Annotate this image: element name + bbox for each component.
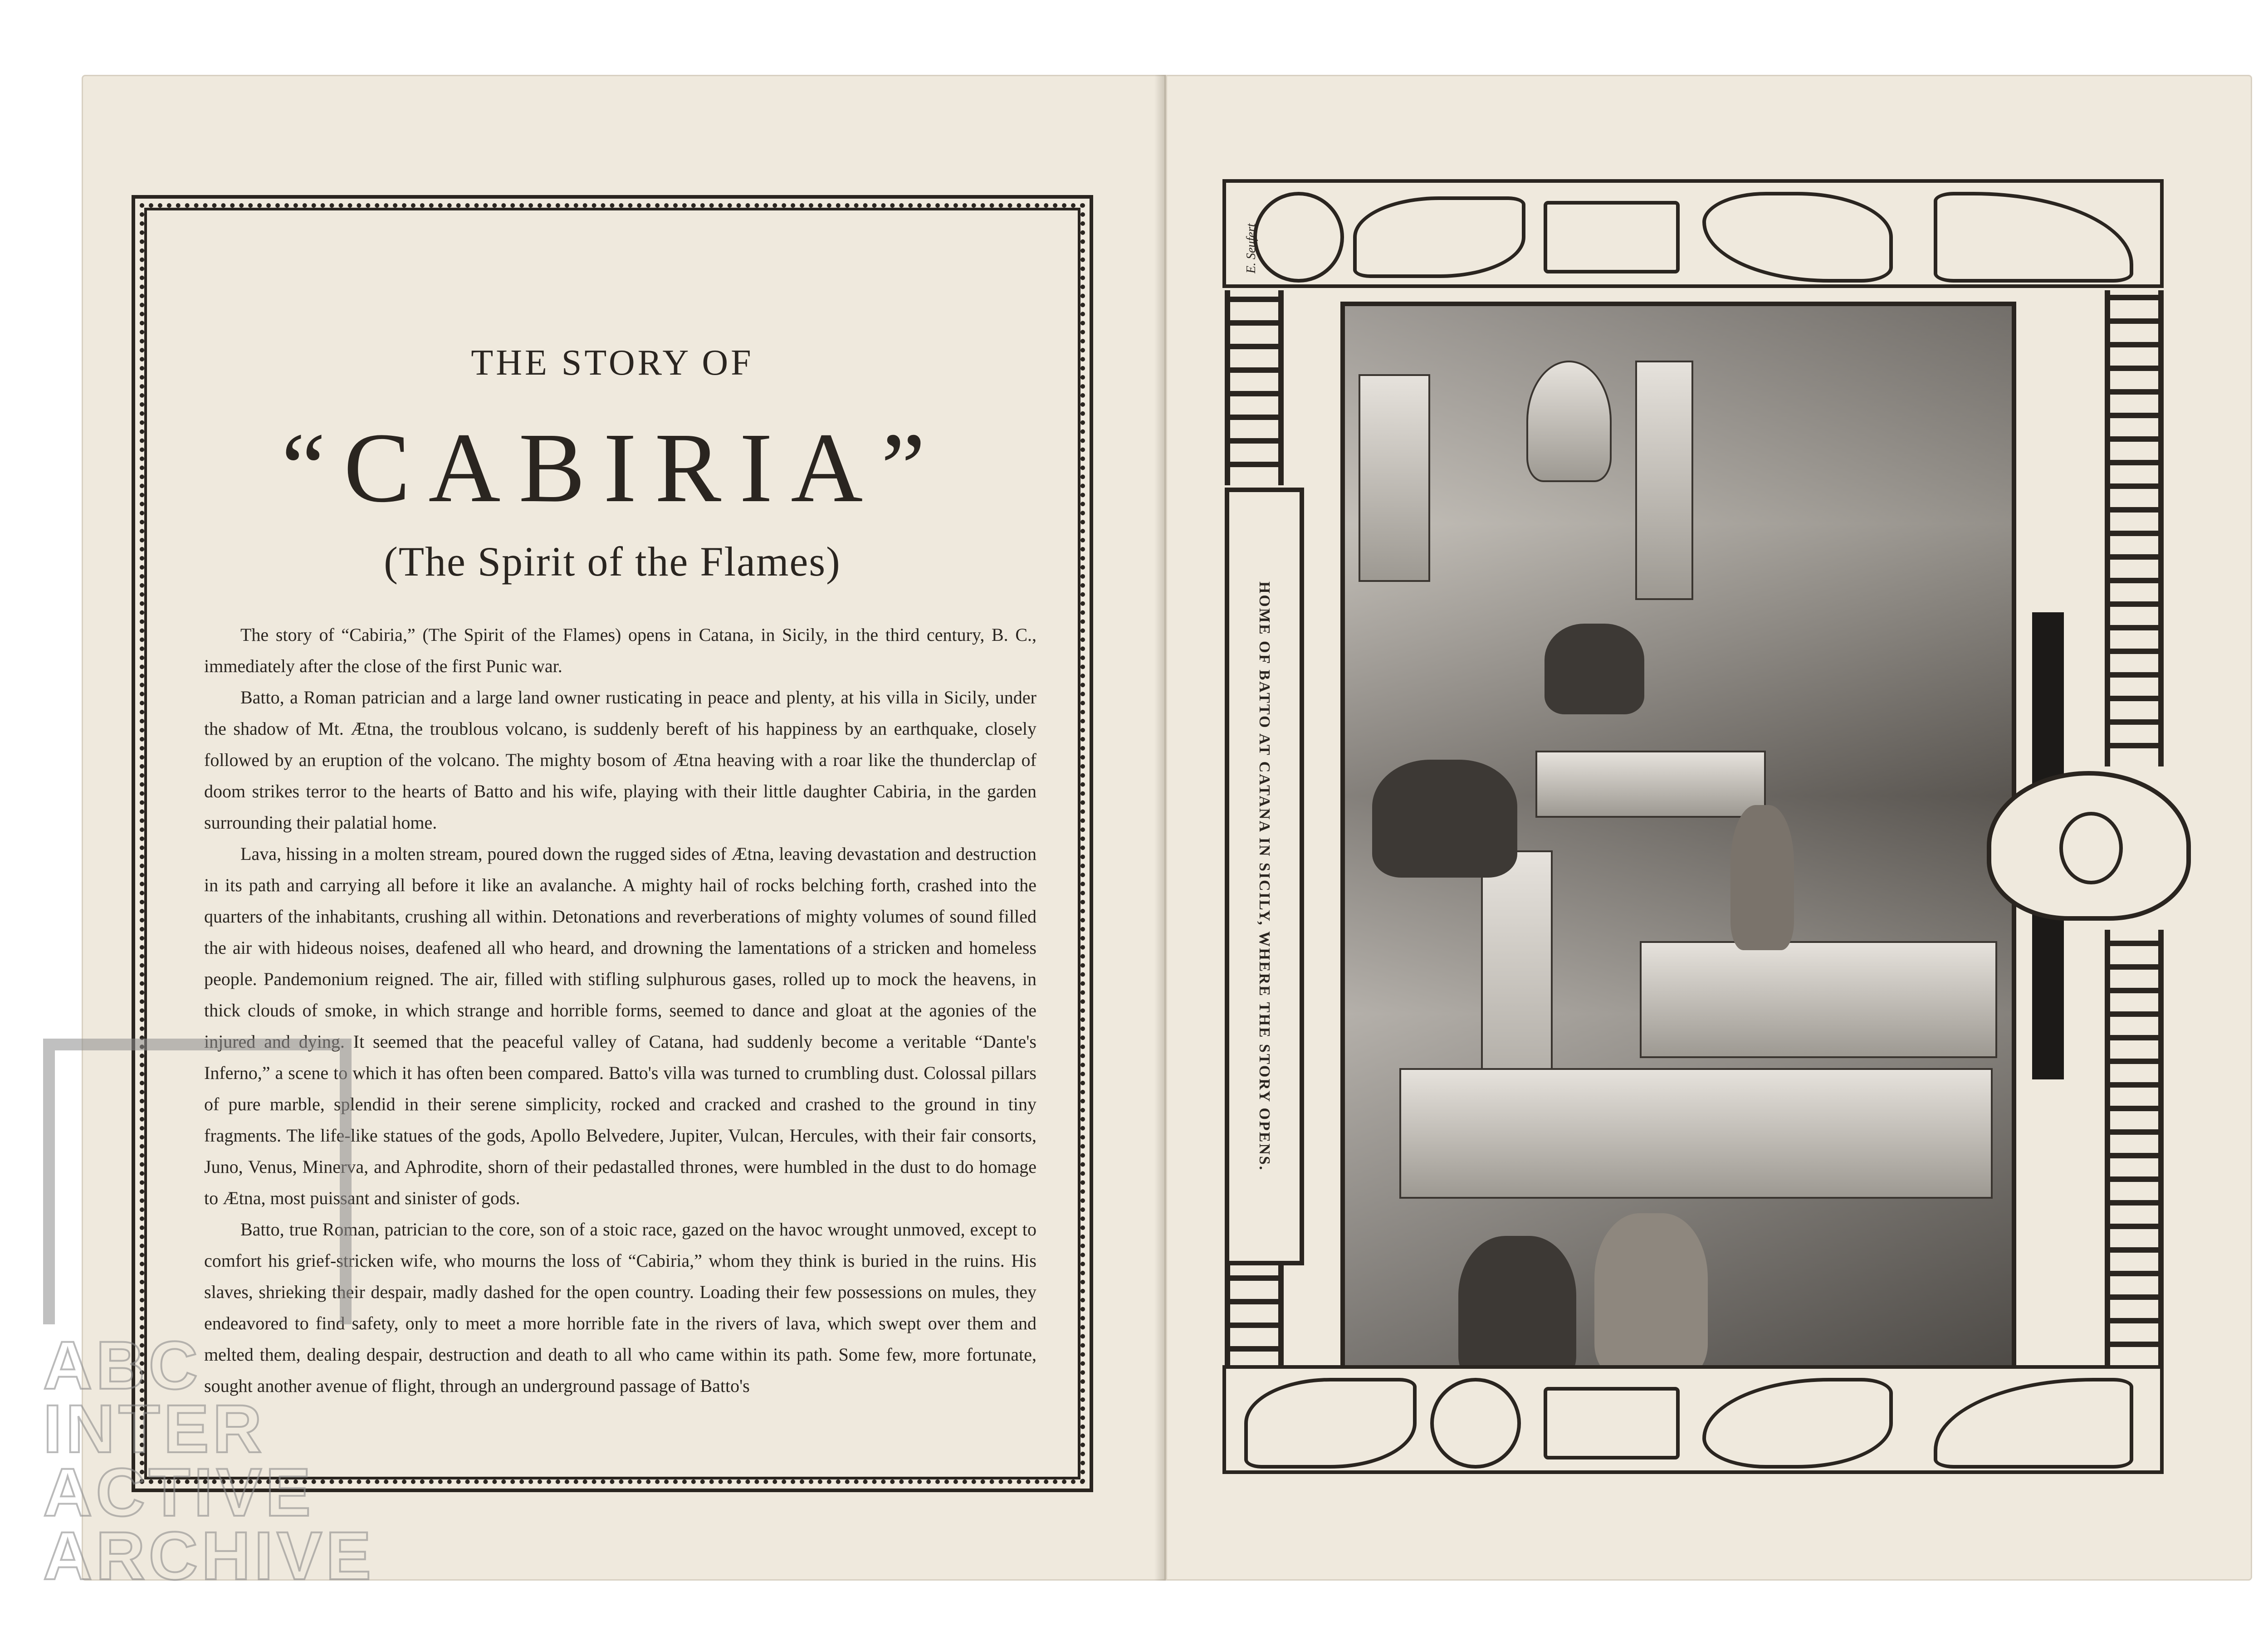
- urn: [1526, 361, 1612, 482]
- figure: [1458, 1236, 1576, 1386]
- dragon-head-icon: [1702, 192, 1893, 283]
- figure: [1730, 805, 1794, 950]
- top-ornament-band: [1222, 179, 2164, 288]
- wing-icon: [1934, 192, 2133, 283]
- ribbon-ornament-icon: [1544, 201, 1680, 273]
- artist-signature: E. Seufert: [1244, 223, 1258, 273]
- title-subtitle: (The Spirit of the Flames): [384, 538, 841, 585]
- column: [1359, 374, 1430, 582]
- winged-ornament-icon: [1353, 196, 1525, 278]
- column: [1635, 361, 1693, 600]
- watermark-line: INTER: [43, 1391, 265, 1467]
- bottom-ornament-band: [1222, 1365, 2164, 1474]
- column: [1535, 751, 1766, 818]
- archive-watermark: [43, 1039, 375, 1596]
- photo-caption: HOME OF BATTO AT CATANA IN SICILY, WHERE THE STORY OPENS.: [1256, 581, 1273, 1171]
- lotus-icon: [1253, 192, 1344, 283]
- watermark-line: ABC: [43, 1327, 201, 1403]
- watermark-logo-icon: [43, 1039, 352, 1324]
- fallen-column: [1399, 1068, 1993, 1199]
- lotus-icon: [1430, 1378, 1521, 1469]
- villa-photograph: [1340, 302, 2016, 1399]
- wing-icon: [1934, 1378, 2133, 1469]
- paragraph: Batto, true Roman, patrician to the core, son of a stoic race, gazed on the havoc wrought unmoved, except to comfort his grief-stricken wife, who mourns the loss of “Cabiria,” whom they think is buried in the ruins. His slaves, shrieking their despair, madly dashed for the open country. Loading their few possessions on mules, they endeavored to find safety, only to meet a more horrible fate in the rivers of lava, which swept over them and melted them, dealing despair, destruction and death to all who came within its path. Some few, more fortunate, sought another avenue of flight, through an underground passage of Batto's: [204, 1219, 1036, 1396]
- paragraph: Lava, hissing in a molten stream, poured down the rugged sides of Ætna, leaving devastation and destruction in its path and carrying all before it like an avalanche. A mighty hail of rocks belching forth, crashed into the quarters of the inhabitants, crushing all within. Detonations and reverberations of mighty volumes of sound filled the air with hideous noises, deafened all who heard, and drowning the lamentations of a stricken and homeless people. Pandemonium reigned. The air, filled with stifling sulphurous gases, rolled up to mock the heavens, in thick clouds of smoke, in which strange and horrible forms, seemed to dance and gloat at the agonies of the injured and dying. It seemed that the peaceful valley of Catana, had suddenly become a veritable “Dante's Inferno,” a scene to which it has often been compared. Batto's villa was turned to crumbling dust. Colossal pillars of pure marble, splendid in their serene simplicity, rocked and cracked and crashed to the ground in tiny fragments. The life-like statues of the gods, Apollo Belvedere, Jupiter, Vulcan, Hercules, with their fair consorts, Juno, Venus, Minerva, and Aphrodite, shorn of their pedastalled thrones, were humbled in the dust to do homage to Ætna, most puissant and sinister of gods.: [204, 844, 1036, 1208]
- title-main: “CABIRIA”: [281, 412, 943, 523]
- greek-key-border-right-top: [2105, 290, 2164, 766]
- greek-key-border-left-top: [1225, 290, 1284, 485]
- greek-key-border-right-bottom: [2105, 930, 2164, 1365]
- figure: [1545, 624, 1644, 714]
- winged-ornament-icon: [1244, 1378, 1417, 1469]
- scarab-icon: [1987, 771, 2191, 921]
- watermark-line: ACTIVE: [43, 1454, 315, 1530]
- figure: [1594, 1213, 1708, 1376]
- title-kicker: THE STORY OF: [471, 343, 754, 383]
- scarab-body-icon: [2059, 812, 2123, 884]
- paragraph: The story of “Cabiria,” (The Spirit of the Flames) opens in Catana, in Sicily, in the third century, B. C., immediately after the close of the first Punic war.: [204, 625, 1036, 676]
- dragon-head-icon: [1702, 1378, 1893, 1469]
- ribbon-ornament-icon: [1544, 1387, 1680, 1459]
- paragraph: Batto, a Roman patrician and a large land owner rusticating in peace and plenty, at his villa in Sicily, under the shadow of Mt. Ætna, the troublous volcano, is suddenly bereft of his happiness by an earthquake, closely followed by an eruption of the volcano. The mighty bosom of Ætna heaving with a roar like the thunderclap of doom strikes terror to the hearts of Batto and his wife, playing with their little daughter Cabiria, in the garden surrounding their palatial home.: [204, 687, 1036, 833]
- watermark-line: ARCHIVE: [43, 1518, 375, 1594]
- fallen-column: [1640, 941, 1997, 1058]
- greek-key-border-left-bottom: [1225, 1265, 1284, 1370]
- figure: [1372, 760, 1517, 878]
